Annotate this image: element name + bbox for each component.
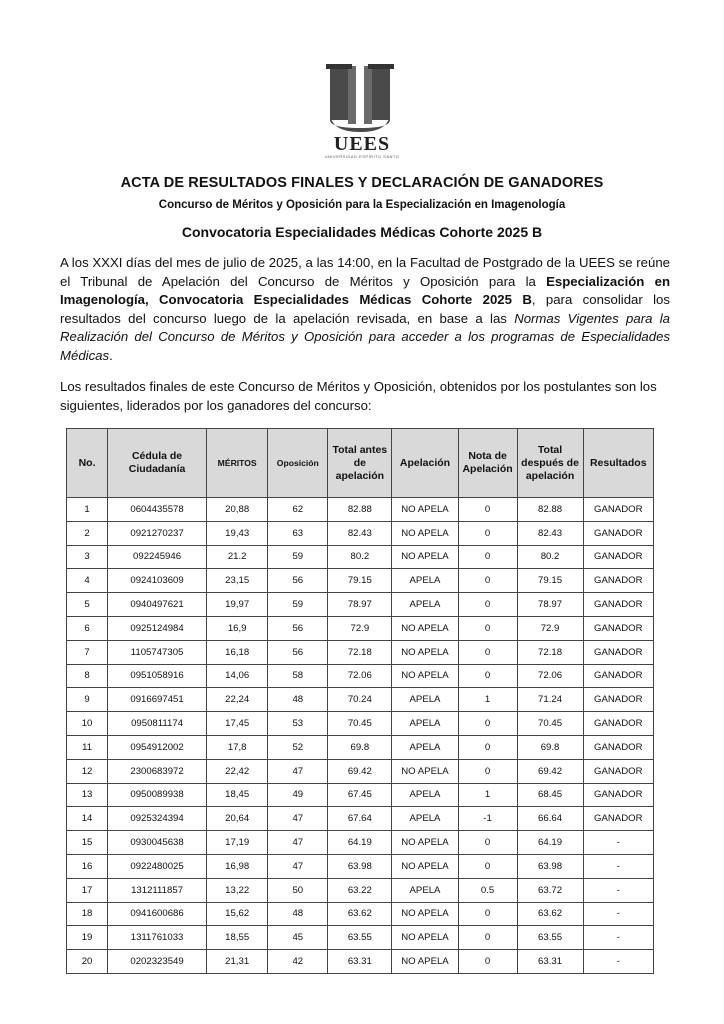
cell-oposicion: 48 [268, 688, 328, 712]
logo-subtext: UNIVERSIDAD ESPÍRITU SANTO [324, 154, 400, 159]
cell-total-despues: 63.31 [517, 950, 583, 974]
table-row [67, 807, 654, 831]
cell-total-despues: 78.97 [517, 593, 583, 617]
convocatoria-heading: Convocatoria Especialidades Médicas Cohorte 2025 B [181, 224, 543, 240]
cell-meritos: 21,31 [207, 950, 268, 974]
cell-oposicion: 62 [268, 498, 328, 522]
table-row [67, 688, 654, 712]
cell-nota-apelacion: 0 [458, 926, 517, 950]
cell-total-despues: 63.62 [517, 902, 583, 926]
cell-total-antes: 69.42 [328, 759, 392, 783]
intro-italic-text: Normas Vigentes para la Realización del Concurso de Méritos y Oposición para acceder a los programas de Especialidades Médicas [60, 310, 670, 363]
header-resultados: Resultados [583, 429, 653, 498]
cell-meritos: 16,18 [207, 640, 268, 664]
cell-nota-apelacion: 0 [458, 593, 517, 617]
header-cedula: Cédula de Ciudadanía [108, 429, 207, 498]
cell-no: 2 [67, 521, 108, 545]
cell-total-antes: 72.18 [328, 640, 392, 664]
cell-resultado: GANADOR [583, 616, 653, 640]
cell-no: 11 [67, 735, 108, 759]
cell-no: 13 [67, 783, 108, 807]
cell-meritos: 20,88 [207, 498, 268, 522]
cell-cedula: 1311761033 [108, 926, 207, 950]
cell-cedula: 2300683972 [108, 759, 207, 783]
cell-apelacion: NO APELA [392, 664, 458, 688]
cell-total-antes: 63.62 [328, 902, 392, 926]
cell-oposicion: 48 [268, 902, 328, 926]
cell-no: 9 [67, 688, 108, 712]
cell-apelacion: APELA [392, 783, 458, 807]
cell-oposicion: 47 [268, 759, 328, 783]
results-table-body [67, 498, 654, 974]
cell-total-despues: 63.55 [517, 926, 583, 950]
cell-nota-apelacion: 0 [458, 616, 517, 640]
cell-total-antes: 67.64 [328, 807, 392, 831]
cell-oposicion: 59 [268, 593, 328, 617]
cell-oposicion: 47 [268, 807, 328, 831]
cell-apelacion: NO APELA [392, 902, 458, 926]
cell-no: 8 [67, 664, 108, 688]
cell-oposicion: 45 [268, 926, 328, 950]
cell-nota-apelacion: 0 [458, 735, 517, 759]
cell-oposicion: 47 [268, 854, 328, 878]
cell-resultado: - [583, 950, 653, 974]
cell-meritos: 17,45 [207, 712, 268, 736]
header-no: No. [67, 429, 108, 498]
cell-cedula: 1105747305 [108, 640, 207, 664]
cell-apelacion: NO APELA [392, 521, 458, 545]
cell-resultado: - [583, 831, 653, 855]
cell-total-despues: 71.24 [517, 688, 583, 712]
intro-text-2: , para consolidar los resultados del concurso luego de la apelación revisada, en base a las [60, 292, 670, 326]
cell-total-antes: 63.98 [328, 854, 392, 878]
cell-meritos: 13,22 [207, 878, 268, 902]
cell-cedula: 092245946 [108, 545, 207, 569]
cell-meritos: 22,24 [207, 688, 268, 712]
cell-total-antes: 70.45 [328, 712, 392, 736]
cell-nota-apelacion: 0 [458, 712, 517, 736]
cell-total-despues: 69.42 [517, 759, 583, 783]
cell-cedula: 0925124984 [108, 616, 207, 640]
cell-resultado: GANADOR [583, 759, 653, 783]
cell-nota-apelacion: 1 [458, 688, 517, 712]
table-row [67, 521, 654, 545]
cell-resultado: GANADOR [583, 783, 653, 807]
header-meritos: MÉRITOS [207, 429, 268, 498]
cell-no: 20 [67, 950, 108, 974]
cell-apelacion: NO APELA [392, 926, 458, 950]
cell-meritos: 15,62 [207, 902, 268, 926]
table-row [67, 545, 654, 569]
cell-cedula: 0924103609 [108, 569, 207, 593]
cell-oposicion: 50 [268, 878, 328, 902]
cell-cedula: 0925324394 [108, 807, 207, 831]
table-row [67, 712, 654, 736]
cell-meritos: 16,98 [207, 854, 268, 878]
table-row [67, 831, 654, 855]
cell-total-antes: 63.55 [328, 926, 392, 950]
cell-total-despues: 72.06 [517, 664, 583, 688]
cell-oposicion: 42 [268, 950, 328, 974]
cell-resultado: - [583, 926, 653, 950]
cell-apelacion: APELA [392, 807, 458, 831]
table-row [67, 854, 654, 878]
cell-oposicion: 59 [268, 545, 328, 569]
cell-resultado: GANADOR [583, 807, 653, 831]
results-intro-paragraph: Los resultados finales de este Concurso de Méritos y Oposición, obtenidos por los postulantes son los siguientes, liderados por los ganadores del concurso: [60, 379, 657, 413]
cell-total-antes: 72.9 [328, 616, 392, 640]
cell-nota-apelacion: 0 [458, 521, 517, 545]
cell-nota-apelacion: 0 [458, 759, 517, 783]
cell-no: 12 [67, 759, 108, 783]
cell-meritos: 14,06 [207, 664, 268, 688]
table-row [67, 640, 654, 664]
cell-nota-apelacion: 0 [458, 854, 517, 878]
cell-resultado: - [583, 878, 653, 902]
cell-resultado: GANADOR [583, 521, 653, 545]
cell-nota-apelacion: 0 [458, 545, 517, 569]
cell-oposicion: 56 [268, 616, 328, 640]
table-row [67, 664, 654, 688]
cell-no: 14 [67, 807, 108, 831]
cell-total-antes: 67.45 [328, 783, 392, 807]
cell-apelacion: NO APELA [392, 831, 458, 855]
intro-bold-text: Especialización en Imagenología, Convocatoria Especialidades Médicas Cohorte 2025 B [60, 273, 671, 308]
uees-logo [312, 62, 412, 162]
cell-total-despues: 82.88 [517, 498, 583, 522]
cell-meritos: 18,55 [207, 926, 268, 950]
cell-apelacion: APELA [392, 712, 458, 736]
cell-resultado: GANADOR [583, 498, 653, 522]
cell-cedula: 0922480025 [108, 854, 207, 878]
cell-oposicion: 56 [268, 569, 328, 593]
cell-cedula: 0941600686 [108, 902, 207, 926]
cell-resultado: GANADOR [583, 688, 653, 712]
table-row [67, 593, 654, 617]
cell-meritos: 16,9 [207, 616, 268, 640]
document-subtitle: Concurso de Méritos y Oposición para la Especialización en Imagenología [158, 199, 566, 211]
cell-no: 3 [67, 545, 108, 569]
cell-total-antes: 72.06 [328, 664, 392, 688]
cell-oposicion: 56 [268, 640, 328, 664]
cell-meritos: 17,19 [207, 831, 268, 855]
cell-nota-apelacion: 0 [458, 664, 517, 688]
cell-total-despues: 69.8 [517, 735, 583, 759]
cell-cedula: 0604435578 [108, 498, 207, 522]
header-nota-apelacion: Nota de Apelación [458, 429, 517, 498]
cell-cedula: 0950089938 [108, 783, 207, 807]
cell-nota-apelacion: 0 [458, 498, 517, 522]
table-row [67, 735, 654, 759]
cell-total-despues: 70.45 [517, 712, 583, 736]
header-apelacion: Apelación [392, 429, 458, 498]
table-row [67, 902, 654, 926]
cell-total-antes: 64.19 [328, 831, 392, 855]
cell-cedula: 0951058916 [108, 664, 207, 688]
document-title: ACTA DE RESULTADOS FINALES Y DECLARACIÓN DE GANADORES [120, 175, 604, 191]
cell-resultado: GANADOR [583, 640, 653, 664]
table-row [67, 759, 654, 783]
cell-apelacion: APELA [392, 688, 458, 712]
cell-nota-apelacion: 0 [458, 902, 517, 926]
cell-total-despues: 64.19 [517, 831, 583, 855]
cell-apelacion: NO APELA [392, 498, 458, 522]
cell-total-antes: 79.15 [328, 569, 392, 593]
cell-apelacion: NO APELA [392, 545, 458, 569]
cell-cedula: 0954912002 [108, 735, 207, 759]
table-row [67, 926, 654, 950]
cell-apelacion: NO APELA [392, 616, 458, 640]
cell-apelacion: NO APELA [392, 640, 458, 664]
header-total-despues: Total después de apelación [517, 429, 583, 498]
cell-meritos: 22,42 [207, 759, 268, 783]
cell-total-despues: 68.45 [517, 783, 583, 807]
cell-total-despues: 80.2 [517, 545, 583, 569]
cell-cedula: 0202323549 [108, 950, 207, 974]
cell-no: 4 [67, 569, 108, 593]
cell-meritos: 19,43 [207, 521, 268, 545]
cell-nota-apelacion: 0.5 [458, 878, 517, 902]
uees-logo-mark [312, 62, 412, 134]
cell-no: 16 [67, 854, 108, 878]
cell-apelacion: NO APELA [392, 854, 458, 878]
cell-resultado: GANADOR [583, 712, 653, 736]
cell-nota-apelacion: 0 [458, 950, 517, 974]
cell-meritos: 21.2 [207, 545, 268, 569]
cell-resultado: GANADOR [583, 545, 653, 569]
cell-cedula: 1312111857 [108, 878, 207, 902]
cell-apelacion: APELA [392, 569, 458, 593]
cell-no: 5 [67, 593, 108, 617]
cell-meritos: 17,8 [207, 735, 268, 759]
cell-apelacion: APELA [392, 735, 458, 759]
cell-nota-apelacion: 0 [458, 640, 517, 664]
table-row [67, 498, 654, 522]
cell-apelacion: APELA [392, 593, 458, 617]
cell-no: 19 [67, 926, 108, 950]
cell-nota-apelacion: 0 [458, 569, 517, 593]
cell-total-antes: 70.24 [328, 688, 392, 712]
cell-total-antes: 69.8 [328, 735, 392, 759]
header-total-antes: Total antes de apelación [328, 429, 392, 498]
cell-resultado: - [583, 854, 653, 878]
cell-total-antes: 82.88 [328, 498, 392, 522]
cell-meritos: 18,45 [207, 783, 268, 807]
cell-resultado: GANADOR [583, 664, 653, 688]
cell-apelacion: NO APELA [392, 759, 458, 783]
cell-no: 17 [67, 878, 108, 902]
cell-apelacion: NO APELA [392, 950, 458, 974]
cell-cedula: 0940497621 [108, 593, 207, 617]
cell-cedula: 0930045638 [108, 831, 207, 855]
intro-text-end: . [109, 347, 113, 363]
cell-total-despues: 66.64 [517, 807, 583, 831]
cell-cedula: 0950811174 [108, 712, 207, 736]
cell-oposicion: 53 [268, 712, 328, 736]
cell-total-despues: 63.98 [517, 854, 583, 878]
cell-resultado: - [583, 902, 653, 926]
cell-oposicion: 47 [268, 831, 328, 855]
table-row [67, 950, 654, 974]
cell-no: 6 [67, 616, 108, 640]
cell-total-despues: 63.72 [517, 878, 583, 902]
cell-no: 1 [67, 498, 108, 522]
cell-no: 10 [67, 712, 108, 736]
table-row [67, 569, 654, 593]
cell-oposicion: 49 [268, 783, 328, 807]
cell-total-despues: 79.15 [517, 569, 583, 593]
cell-total-despues: 72.18 [517, 640, 583, 664]
intro-text-1: A los XXXI días del mes de julio de 2025, a las 14:00, en la Facultad de Postgrado de la UEES se reúne el Tribunal de Apelación del Concurso de Méritos y Oposición para la [60, 255, 670, 289]
cell-nota-apelacion: -1 [458, 807, 517, 831]
cell-total-antes: 82.43 [328, 521, 392, 545]
table-row [67, 878, 654, 902]
table-header-row [67, 429, 654, 498]
cell-no: 7 [67, 640, 108, 664]
cell-meritos: 23,15 [207, 569, 268, 593]
cell-nota-apelacion: 1 [458, 783, 517, 807]
cell-total-despues: 72.9 [517, 616, 583, 640]
header-oposicion: Oposición [268, 429, 328, 498]
cell-meritos: 19,97 [207, 593, 268, 617]
table-row [67, 616, 654, 640]
cell-no: 15 [67, 831, 108, 855]
cell-total-antes: 63.31 [328, 950, 392, 974]
cell-no: 18 [67, 902, 108, 926]
cell-cedula: 0921270237 [108, 521, 207, 545]
cell-oposicion: 52 [268, 735, 328, 759]
cell-total-antes: 78.97 [328, 593, 392, 617]
table-row [67, 783, 654, 807]
logo-text: UEES [333, 133, 391, 155]
cell-cedula: 0916697451 [108, 688, 207, 712]
cell-resultado: GANADOR [583, 735, 653, 759]
cell-oposicion: 58 [268, 664, 328, 688]
cell-nota-apelacion: 0 [458, 831, 517, 855]
intro-paragraph [60, 254, 670, 366]
cell-resultado: GANADOR [583, 569, 653, 593]
results-table [66, 428, 654, 974]
cell-apelacion: APELA [392, 878, 458, 902]
cell-resultado: GANADOR [583, 593, 653, 617]
cell-total-despues: 82.43 [517, 521, 583, 545]
cell-oposicion: 63 [268, 521, 328, 545]
cell-total-antes: 63.22 [328, 878, 392, 902]
cell-total-antes: 80.2 [328, 545, 392, 569]
cell-meritos: 20,64 [207, 807, 268, 831]
